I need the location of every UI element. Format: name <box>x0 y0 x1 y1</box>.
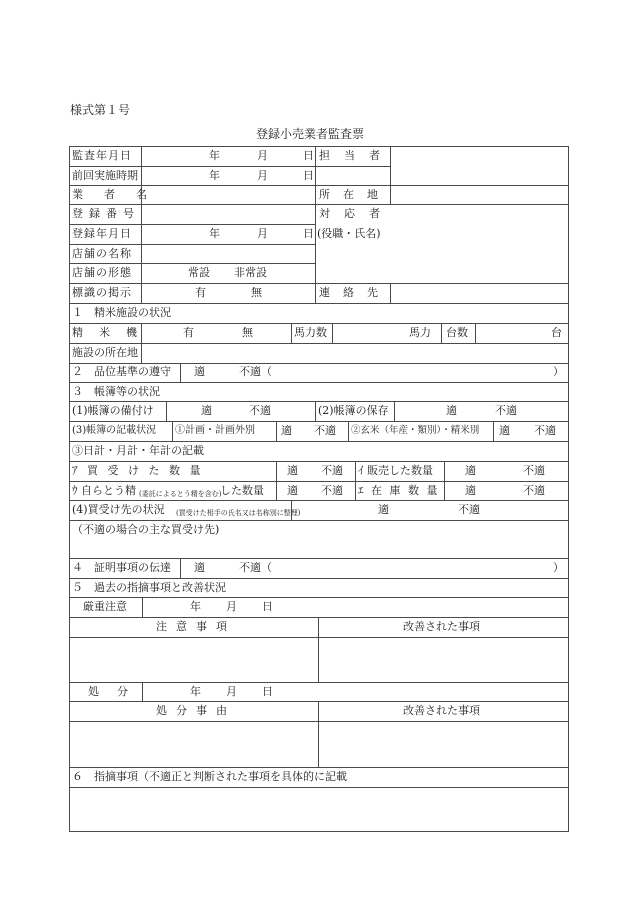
machine-yes: 有 <box>183 326 194 339</box>
label-totals: ③日計・月計・年計の記載 <box>72 444 204 457</box>
label-machine: 精米機 <box>72 326 153 339</box>
cert-ok: 適 <box>194 561 205 574</box>
section-2-title: ２ 品位基準の遵守 <box>72 365 171 378</box>
label-disposition-reason: 処分事由 <box>156 704 236 717</box>
label-supplier-b: (買受けた相手の氏名又は名称別に整理) <box>176 509 301 517</box>
label-book-record: (3)帳簿の記載状況 <box>72 425 157 436</box>
prev-year: 年 <box>209 169 220 182</box>
label-self-polish-a: ｳ 自らとう精 <box>72 484 136 497</box>
label-person-in-charge: 担当者 <box>319 149 394 162</box>
sign-yes: 有 <box>195 286 206 299</box>
section-1-title: １ 精米施設の状況 <box>72 306 171 319</box>
form-number: 様式第１号 <box>70 103 131 117</box>
label-warning: 厳重注意 <box>83 600 127 613</box>
label-main-supplier: （不適の場合の主な買受け先) <box>72 523 220 536</box>
label-self-polish-b: (委託によるとう精を含む) <box>139 490 222 498</box>
disposition-year: 年 <box>190 685 201 698</box>
cert-close: ） <box>553 561 564 574</box>
book-keep-ok: 適 <box>201 404 212 417</box>
machine-no: 無 <box>242 326 253 339</box>
reg-month: 月 <box>257 227 268 240</box>
label-book-store: (2)帳簿の保存 <box>318 404 389 417</box>
label-business-name: 業者名 <box>72 188 168 201</box>
label-reg-date: 登録年月日 <box>72 227 132 240</box>
form-title: 登録小売業者監査票 <box>256 127 365 141</box>
quality-ok: 適 <box>194 365 205 378</box>
label-reg-no: 登録番号 <box>72 207 140 220</box>
label-role-name: (役職・氏名) <box>317 227 381 240</box>
label-prev-date: 前回実施時期 <box>72 169 138 182</box>
count-unit: 台 <box>551 326 562 339</box>
self-polish-ng: 不適 <box>321 484 343 497</box>
plan-ng: 不適 <box>314 424 336 437</box>
option-non-permanent: 非常設 <box>234 266 267 279</box>
label-plan: ①計画・計画外別 <box>175 425 255 436</box>
stock-ng: 不適 <box>523 484 545 497</box>
label-stock: ｴ 在 庫 数 量 <box>358 484 440 497</box>
warning-day: 日 <box>262 600 273 613</box>
sold-ok: 適 <box>465 464 476 477</box>
audit-year: 年 <box>209 149 220 162</box>
label-received: ｱ 買 受 け た 数 量 <box>72 464 201 477</box>
option-permanent: 常設 <box>188 266 210 279</box>
label-shop-type: 店舗の形態 <box>72 266 132 279</box>
section-4-title: ４ 証明事項の伝達 <box>72 561 171 574</box>
brown-rice-ok: 適 <box>499 424 510 437</box>
disposition-month: 月 <box>226 685 237 698</box>
section-5-title: ５ 過去の指摘事項と改善状況 <box>72 581 226 594</box>
self-polish-ok: 適 <box>287 484 298 497</box>
audit-day: 日 <box>303 149 314 162</box>
label-sold: ｲ 販売した数量 <box>358 464 433 477</box>
quality-ng: 不適（ <box>239 365 272 378</box>
book-keep-ng: 不適 <box>249 404 271 417</box>
sold-ng: 不適 <box>523 464 545 477</box>
label-self-polish-c: した数量 <box>220 484 264 497</box>
reg-day: 日 <box>303 227 314 240</box>
warning-month: 月 <box>226 600 237 613</box>
prev-month: 月 <box>257 169 268 182</box>
prev-day: 日 <box>303 169 314 182</box>
label-sign: 標識の掲示 <box>72 286 132 299</box>
received-ng: 不適 <box>321 464 343 477</box>
label-audit-date: 監査年月日 <box>72 149 132 162</box>
label-book-keep: (1)帳簿の備付け <box>72 404 154 417</box>
label-shop-name: 店舗の名称 <box>72 247 132 260</box>
supplier-ok: 適 <box>378 503 389 516</box>
label-improved-1: 改善された事項 <box>403 620 480 633</box>
label-supplier-a: (4)買受け先の状況 <box>72 503 165 516</box>
reg-year: 年 <box>209 227 220 240</box>
book-store-ok: 適 <box>446 404 457 417</box>
received-ok: 適 <box>287 464 298 477</box>
label-horsepower: 馬力数 <box>294 326 327 339</box>
label-brown-rice: ②玄米（年産・類別）・精米別 <box>351 425 480 436</box>
sign-no: 無 <box>251 286 262 299</box>
disposition-day: 日 <box>262 685 273 698</box>
label-respondent: 対応者 <box>319 207 394 220</box>
quality-close: ） <box>553 365 564 378</box>
cert-ng: 不適（ <box>239 561 272 574</box>
plan-ok: 適 <box>281 424 292 437</box>
supplier-ng: 不適 <box>458 503 480 516</box>
label-address: 所在地 <box>319 188 391 201</box>
brown-rice-ng: 不適 <box>534 424 556 437</box>
stock-ok: 適 <box>465 484 476 497</box>
warning-year: 年 <box>190 600 201 613</box>
audit-month: 月 <box>257 149 268 162</box>
horsepower-unit: 馬力 <box>409 326 431 339</box>
label-contact: 連絡先 <box>319 286 391 299</box>
label-disposition: 処分 <box>88 685 146 698</box>
label-facility-location: 施設の所在地 <box>72 346 138 359</box>
label-caution-items: 注意事項 <box>156 620 236 633</box>
section-6-title: ６ 指摘事項（不適正と判断された事項を具体的に記載 <box>72 770 347 783</box>
section-3-title: ３ 帳簿等の状況 <box>72 385 160 398</box>
label-count: 台数 <box>446 326 468 339</box>
book-store-ng: 不適 <box>495 404 517 417</box>
label-improved-2: 改善された事項 <box>403 704 480 717</box>
